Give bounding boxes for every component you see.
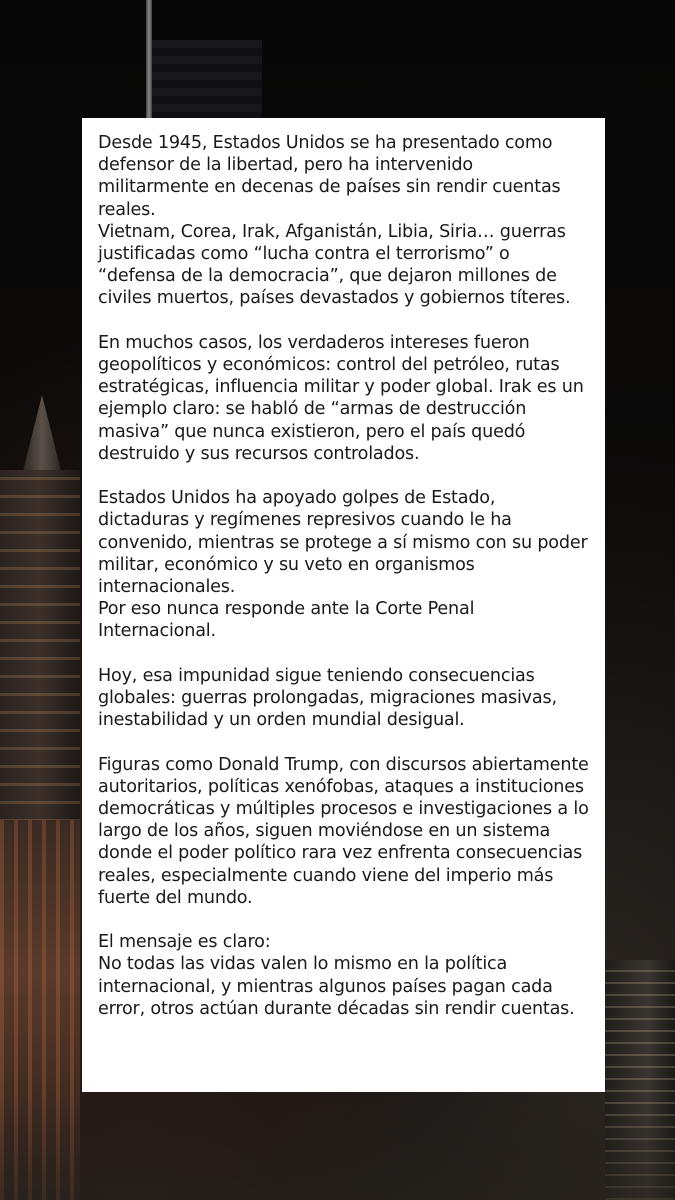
flag-image (152, 40, 262, 118)
building-spire (22, 395, 62, 475)
paragraph-4: Hoy, esa impunidad sigue teniendo consecuencias globales: guerras prolongadas, migraciones masivas, inestabilidad y un orden mundial desigual. (98, 665, 557, 731)
paragraph-5: Figuras como Donald Trump, con discursos abiertamente autoritarios, políticas xenófobas, ataques a instituciones democráticas y múltiples procesos e investigaciones a lo largo de los años, siguen moviéndose en un sistema donde el poder político rara vez enfrenta consecuencias reales, especialmente cuando viene del imperio más fuerte del mundo. (98, 754, 589, 908)
paragraph-2: En muchos casos, los verdaderos intereses fueron geopolíticos y económicos: control del petróleo, rutas estratégicas, influencia militar y poder global. Irak es un ejemplo claro: se habló de “armas de destrucción masiva” que nunca existieron, pero el país quedó destruido y sus recursos controlados. (98, 332, 584, 464)
paragraph-6: El mensaje es claro: No todas las vidas valen lo mismo en la política internacional, y mientras algunos países pagan cada error, otros actúan durante décadas sin rendir cuentas. (98, 932, 575, 1019)
paragraph-3: Estados Unidos ha apoyado golpes de Estado, dictaduras y regímenes represivos cuando le ha convenido, mientras se protege a sí mismo con su poder militar, económico y su veto en organismos internacionales. Por eso nunca responde ante la Corte Penal Internacional. (98, 488, 588, 642)
text-card (82, 118, 605, 1092)
paragraph-1: Desde 1945, Estados Unidos se ha presentado como defensor de la libertad, pero ha intervenido militarmente en decenas de países sin rendir cuentas reales. Vietnam, Corea, Irak, Afganistán, Libia, Siria… guerras justificadas como “lucha contra el terrorismo” o “defensa de la democracia”, que dejaron millones de civiles muertos, países devastados y gobiernos títeres. (98, 133, 571, 309)
street-glow (0, 1090, 675, 1200)
post-text (98, 132, 589, 1020)
